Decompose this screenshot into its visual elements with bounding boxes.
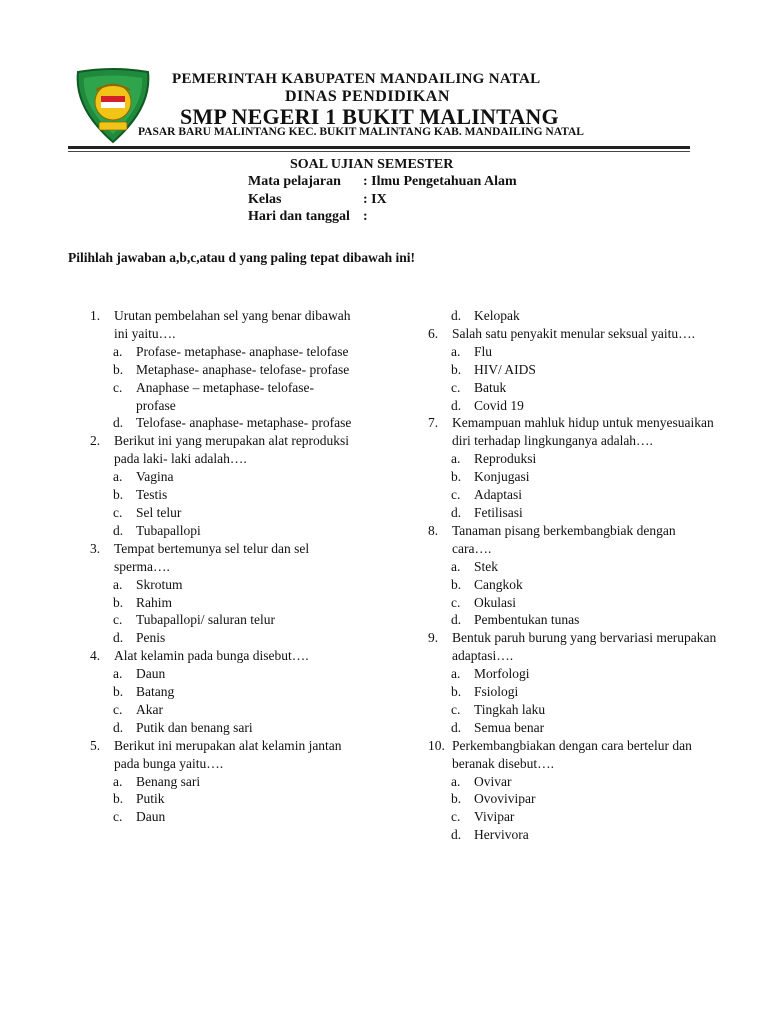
answer-option [90, 683, 355, 701]
question-number: 7. [428, 415, 439, 431]
option-text: Tubapallopi [136, 522, 201, 538]
option-letter: a. [113, 469, 123, 485]
option-text: Testis [136, 487, 168, 503]
option-letter: b. [451, 791, 462, 807]
exam-title: SOAL UJIAN SEMESTER [290, 157, 454, 172]
answer-option [428, 450, 718, 468]
school-name: SMP NEGERI 1 BUKIT MALINTANG [180, 104, 559, 129]
questions-right-column [428, 307, 718, 844]
option-letter: a. [451, 558, 461, 574]
answer-option [90, 790, 355, 808]
answer-option [90, 468, 355, 486]
option-text: Stek [474, 558, 499, 574]
option-text: Telofase- anaphase- metaphase- profase [136, 415, 352, 431]
option-letter: d. [451, 827, 462, 843]
header-rule-thick [68, 146, 690, 149]
option-letter: c. [451, 809, 461, 825]
option-letter: c. [113, 612, 123, 628]
question-number: 8. [428, 522, 439, 538]
option-text: Daun [136, 809, 166, 825]
answer-option [428, 701, 718, 719]
school-address: PASAR BARU MALINTANG KEC. BUKIT MALINTANG KAB. MANDAILING NATAL [138, 126, 584, 138]
option-text: Tubapallopi/ saluran telur [136, 612, 275, 628]
answer-option [428, 343, 718, 361]
option-text: Profase- metaphase- anaphase- telofase [136, 343, 349, 359]
option-text: Rahim [136, 594, 172, 610]
option-text: Batuk [474, 379, 507, 395]
answer-option [90, 504, 355, 522]
answer-option [90, 665, 355, 683]
option-letter: d. [451, 397, 462, 413]
answer-option [428, 611, 718, 629]
option-letter: a. [113, 343, 123, 359]
answer-option [90, 773, 355, 791]
answer-option [428, 468, 718, 486]
answer-option [428, 576, 718, 594]
option-text: Batang [136, 684, 175, 700]
question-item [428, 629, 718, 665]
answer-option [90, 486, 355, 504]
option-letter: b. [113, 487, 124, 503]
option-letter: a. [113, 576, 123, 592]
option-letter: a. [451, 666, 461, 682]
answer-option [90, 522, 355, 540]
meta-label: Kelas [248, 191, 282, 207]
option-text: Ovivar [474, 773, 512, 789]
answer-option [428, 594, 718, 612]
question-text: Berikut ini merupakan alat kelamin jantan pada bunga yaitu…. [114, 737, 342, 771]
answer-option [90, 379, 355, 415]
question-text: Tempat bertemunya sel telur dan sel sperma…. [114, 540, 310, 574]
question-number: 5. [90, 737, 101, 753]
option-letter: b. [451, 576, 462, 592]
answer-option [428, 790, 718, 808]
question-number: 1. [90, 308, 101, 323]
option-letter: c. [113, 809, 123, 825]
answer-option [428, 558, 718, 576]
option-letter: a. [113, 666, 123, 682]
option-letter: c. [113, 504, 123, 520]
option-text: Putik dan benang sari [136, 719, 253, 735]
option-letter: d. [113, 415, 124, 431]
option-letter: d. [113, 719, 124, 735]
answer-option [428, 361, 718, 379]
question-item [90, 307, 355, 343]
option-letter: a. [113, 773, 123, 789]
option-text: Penis [136, 630, 166, 646]
answer-option [428, 826, 718, 844]
answer-option [428, 504, 718, 522]
option-text: Kelopak [474, 308, 520, 323]
question-text: Salah satu penyakit menular seksual yaitu…. [452, 325, 695, 341]
questions-left-column [90, 307, 355, 826]
answer-option [90, 719, 355, 737]
government-name: PEMERINTAH KABUPATEN MANDAILING NATAL [172, 71, 541, 87]
option-letter: b. [113, 594, 124, 610]
question-item [90, 432, 355, 468]
option-letter: b. [451, 361, 462, 377]
question-item [428, 414, 718, 450]
meta-subject [248, 174, 517, 192]
question-text: Alat kelamin pada bunga disebut…. [114, 648, 309, 664]
option-text: Putik [136, 791, 165, 807]
option-letter: a. [451, 343, 461, 359]
question-number: 2. [90, 433, 101, 449]
meta-label: Hari dan tanggal [248, 209, 350, 224]
option-letter: b. [113, 361, 124, 377]
option-letter: b. [451, 684, 462, 700]
answer-option [428, 379, 718, 397]
answer-option [428, 486, 718, 504]
meta-label: Mata pelajaran [248, 174, 341, 189]
option-text: Anaphase – metaphase- telofase- profase [136, 379, 315, 413]
question-number: 3. [90, 540, 101, 556]
meta-value: : Ilmu Pengetahuan Alam [363, 174, 517, 189]
option-letter: b. [113, 791, 124, 807]
question-item [428, 737, 718, 773]
option-letter: a. [451, 451, 461, 467]
exam-meta [248, 174, 517, 227]
question-text: Kemampuan mahluk hidup untuk menyesuaikan diri terhadap lingkunganya adalah…. [452, 415, 714, 449]
answer-option [90, 701, 355, 719]
answer-option [90, 611, 355, 629]
option-text: Fetilisasi [474, 504, 523, 520]
option-letter: b. [451, 469, 462, 485]
option-letter: c. [451, 379, 461, 395]
answer-option [428, 808, 718, 826]
option-text: Vivipar [474, 809, 515, 825]
option-letter: c. [451, 594, 461, 610]
option-text: Reproduksi [474, 451, 537, 467]
question-number: 4. [90, 648, 101, 664]
meta-value: : IX [363, 191, 387, 207]
question-number: 10. [428, 737, 445, 753]
question-text: Perkembangbiakan dengan cara bertelur dan beranak disebut…. [452, 737, 692, 771]
answer-option [90, 361, 355, 379]
option-letter: d. [451, 612, 462, 628]
option-text: Akar [136, 701, 163, 717]
option-text: Metaphase- anaphase- telofase- profase [136, 361, 350, 377]
answer-option [90, 629, 355, 647]
option-letter: c. [113, 379, 123, 395]
answer-option [428, 683, 718, 701]
option-text: Konjugasi [474, 469, 530, 485]
question-item [90, 540, 355, 576]
option-text: Adaptasi [474, 487, 522, 503]
option-text: Pembentukan tunas [474, 612, 580, 628]
question-number: 9. [428, 630, 439, 646]
option-text: HIV/ AIDS [474, 361, 536, 377]
option-letter: c. [113, 701, 123, 717]
meta-class [248, 192, 517, 210]
option-letter: a. [451, 773, 461, 789]
option-text: Benang sari [136, 773, 201, 789]
option-letter: d. [451, 308, 462, 323]
option-letter: b. [113, 684, 124, 700]
option-letter: c. [451, 487, 461, 503]
option-text: Sel telur [136, 504, 182, 520]
answer-option [90, 594, 355, 612]
question-item [428, 325, 718, 343]
department-name: DINAS PENDIDIKAN [285, 88, 450, 105]
instruction: Pilihlah jawaban a,b,c,atau d yang paling tepat dibawah ini! [68, 250, 415, 265]
option-text: Morfologi [474, 666, 530, 682]
option-letter: d. [451, 719, 462, 735]
meta-value: : [363, 209, 368, 224]
option-text: Daun [136, 666, 166, 682]
option-text: Fsiologi [474, 684, 519, 700]
option-letter: d. [451, 504, 462, 520]
question-text: Tanaman pisang berkembangbiak dengan cara…. [452, 522, 676, 556]
option-text: Skrotum [136, 576, 183, 592]
question-item [428, 522, 718, 558]
answer-option [428, 773, 718, 791]
question-item [90, 737, 355, 773]
option-text: Flu [474, 343, 493, 359]
option-text: Hervivora [474, 827, 529, 843]
option-text: Tingkah laku [474, 701, 546, 717]
answer-option [90, 414, 355, 432]
answer-option [428, 719, 718, 737]
question-text: Urutan pembelahan sel yang benar dibawah ini yaitu…. [114, 308, 351, 341]
option-text: Semua benar [474, 719, 545, 735]
question-text: Bentuk paruh burung yang bervariasi merupakan adaptasi…. [452, 630, 717, 664]
question-number: 6. [428, 325, 439, 341]
answer-option [90, 808, 355, 826]
option-letter: d. [113, 522, 124, 538]
answer-option [428, 307, 718, 325]
meta-date [248, 209, 517, 227]
option-text: Ovovivipar [474, 791, 536, 807]
option-text: Vagina [136, 469, 174, 485]
header-rule-thin [68, 151, 690, 152]
option-text: Cangkok [474, 576, 523, 592]
option-text: Covid 19 [474, 397, 524, 413]
answer-option [90, 576, 355, 594]
answer-option [90, 343, 355, 361]
letterhead [0, 0, 768, 160]
question-text: Berikut ini yang merupakan alat reproduksi pada laki- laki adalah…. [114, 433, 350, 467]
answer-option [428, 397, 718, 415]
answer-option [428, 665, 718, 683]
option-letter: c. [451, 701, 461, 717]
option-letter: d. [113, 630, 124, 646]
option-text: Okulasi [474, 594, 516, 610]
question-item [90, 647, 355, 665]
